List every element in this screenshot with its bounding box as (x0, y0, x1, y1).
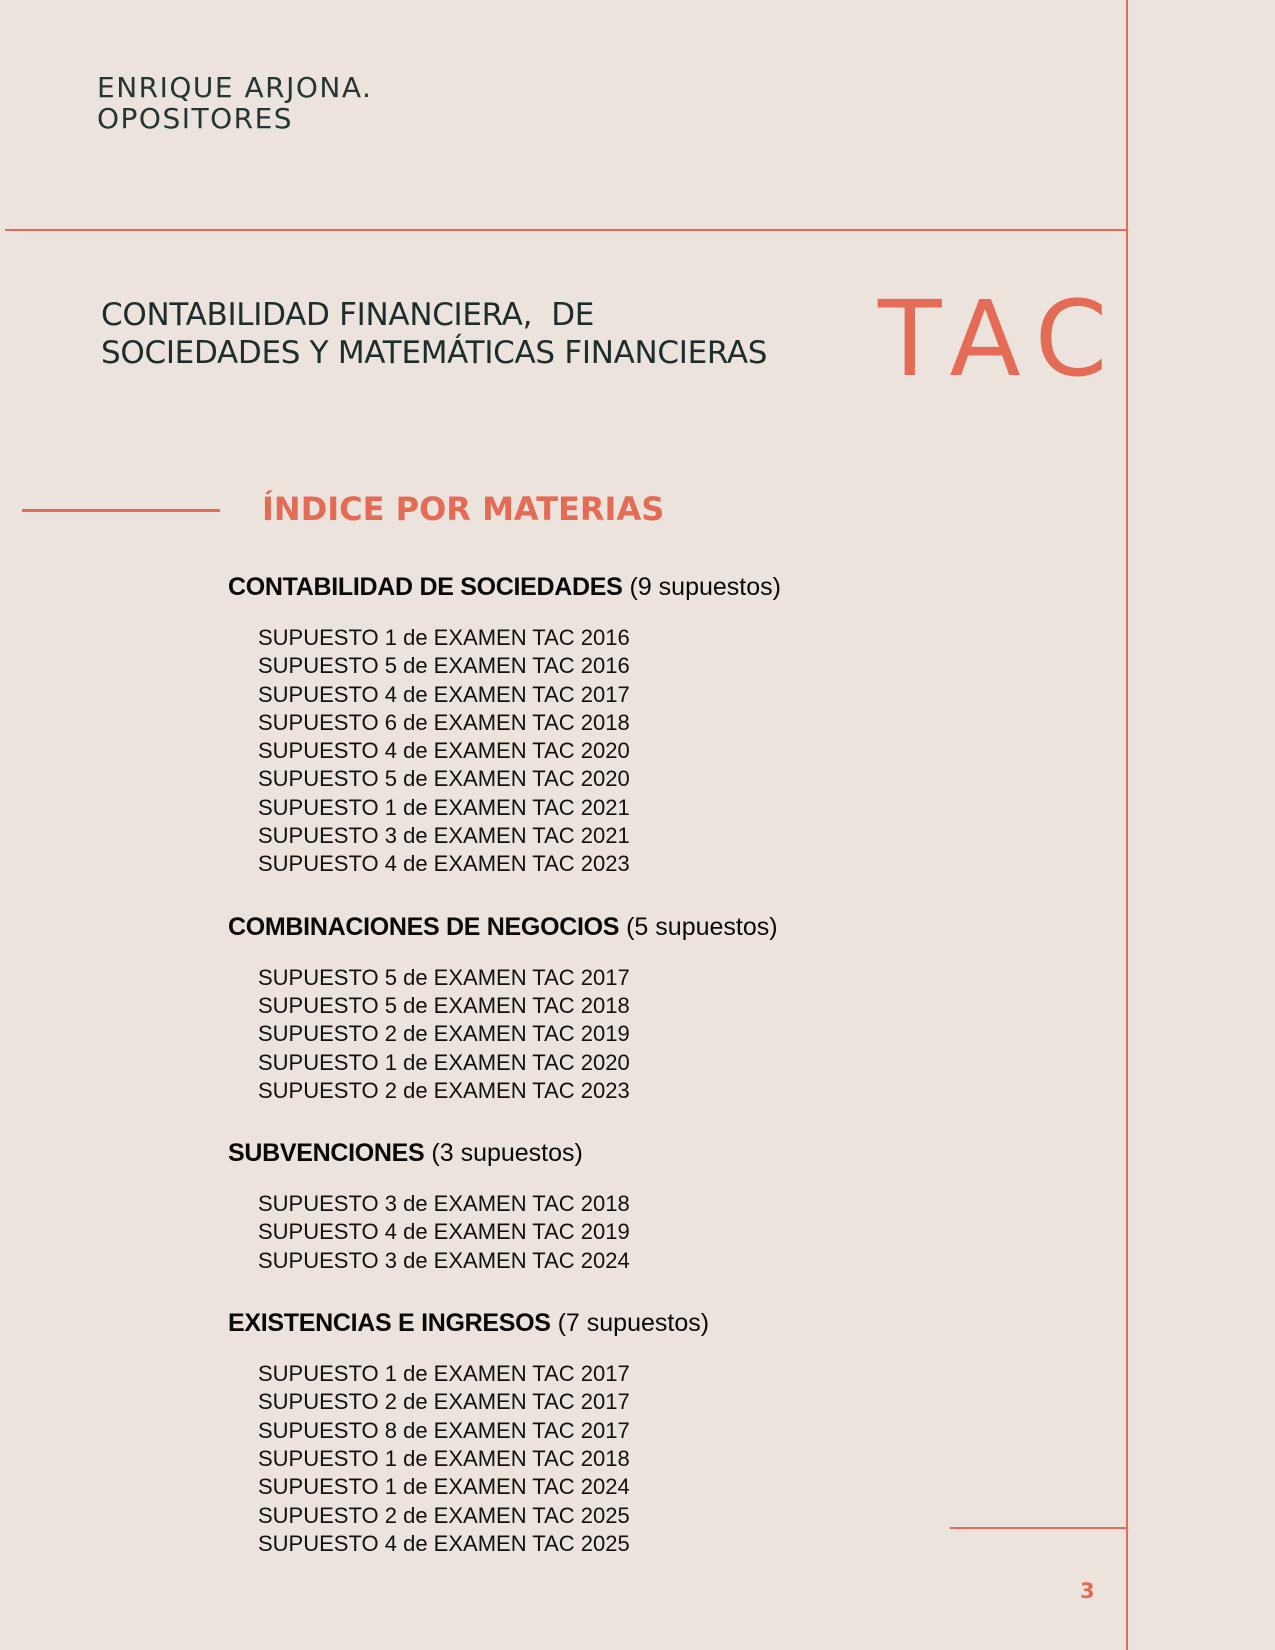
footer-accent-line (950, 1527, 1126, 1529)
list-item: SUPUESTO 5 de EXAMEN TAC 2016 (258, 653, 630, 679)
brand-logo (97, 72, 372, 134)
list-item: SUPUESTO 1 de EXAMEN TAC 2021 (258, 794, 630, 820)
list-item: SUPUESTO 4 de EXAMEN TAC 2023 (258, 851, 630, 877)
index-sections (228, 567, 781, 1586)
index-section (228, 907, 781, 1105)
list-item: SUPUESTO 4 de EXAMEN TAC 2025 (258, 1530, 630, 1556)
list-item: SUPUESTO 1 de EXAMEN TAC 2018 (258, 1445, 630, 1471)
section-heading (228, 1303, 781, 1343)
list-item: SUPUESTO 2 de EXAMEN TAC 2019 (258, 1021, 630, 1047)
list-item: SUPUESTO 1 de EXAMEN TAC 2024 (258, 1474, 630, 1500)
list-item: SUPUESTO 4 de EXAMEN TAC 2019 (258, 1219, 630, 1245)
tac-badge: TAC (878, 278, 1124, 400)
right-divider-line (1126, 0, 1128, 1650)
section-name: CONTABILIDAD DE SOCIEDADES (228, 573, 623, 601)
section-count: (9 supuestos) (629, 573, 781, 601)
list-item: SUPUESTO 5 de EXAMEN TAC 2020 (258, 766, 630, 792)
list-item: SUPUESTO 3 de EXAMEN TAC 2024 (258, 1247, 630, 1273)
list-item: SUPUESTO 2 de EXAMEN TAC 2023 (258, 1077, 630, 1103)
section-item-list (228, 1360, 781, 1558)
section-item-list (228, 624, 781, 879)
section-item-list (228, 964, 781, 1105)
index-accent-line (22, 509, 220, 512)
list-item: SUPUESTO 3 de EXAMEN TAC 2021 (258, 823, 630, 849)
brand-line-2: OPOSITORES (97, 102, 294, 135)
list-item: SUPUESTO 2 de EXAMEN TAC 2017 (258, 1389, 630, 1415)
list-item: SUPUESTO 8 de EXAMEN TAC 2017 (258, 1417, 630, 1443)
section-heading (228, 1133, 781, 1173)
list-item: SUPUESTO 4 de EXAMEN TAC 2020 (258, 738, 630, 764)
section-count: (3 supuestos) (431, 1139, 583, 1168)
list-item: SUPUESTO 1 de EXAMEN TAC 2020 (258, 1049, 630, 1075)
section-heading (228, 907, 781, 947)
index-heading: ÍNDICE POR MATERIAS (262, 490, 665, 528)
index-section (228, 1133, 781, 1275)
list-item: SUPUESTO 1 de EXAMEN TAC 2017 (258, 1361, 630, 1387)
section-heading (228, 567, 781, 607)
index-section (228, 567, 781, 879)
title-line-2: SOCIEDADES Y MATEMÁTICAS FINANCIERAS (101, 335, 768, 371)
page-number: 3 (1080, 1579, 1095, 1603)
list-item: SUPUESTO 1 de EXAMEN TAC 2016 (258, 625, 630, 650)
section-count: (5 supuestos) (626, 912, 778, 941)
list-item: SUPUESTO 4 de EXAMEN TAC 2017 (258, 681, 630, 707)
header-divider-line (5, 229, 1127, 231)
index-section (228, 1303, 781, 1558)
list-item: SUPUESTO 5 de EXAMEN TAC 2018 (258, 992, 630, 1018)
section-name: EXISTENCIAS E INGRESOS (228, 1309, 551, 1338)
brand-line-1: ENRIQUE ARJONA. (97, 71, 373, 104)
section-item-list (228, 1190, 781, 1275)
section-name: COMBINACIONES DE NEGOCIOS (228, 912, 620, 941)
list-item: SUPUESTO 2 de EXAMEN TAC 2025 (258, 1502, 630, 1528)
title-line-1: CONTABILIDAD FINANCIERA, DE (101, 297, 595, 333)
list-item: SUPUESTO 6 de EXAMEN TAC 2018 (258, 709, 630, 735)
document-title (101, 296, 767, 372)
list-item: SUPUESTO 3 de EXAMEN TAC 2018 (258, 1191, 630, 1217)
section-count: (7 supuestos) (557, 1309, 710, 1338)
list-item: SUPUESTO 5 de EXAMEN TAC 2017 (258, 964, 630, 990)
section-name: SUBVENCIONES (228, 1139, 425, 1168)
